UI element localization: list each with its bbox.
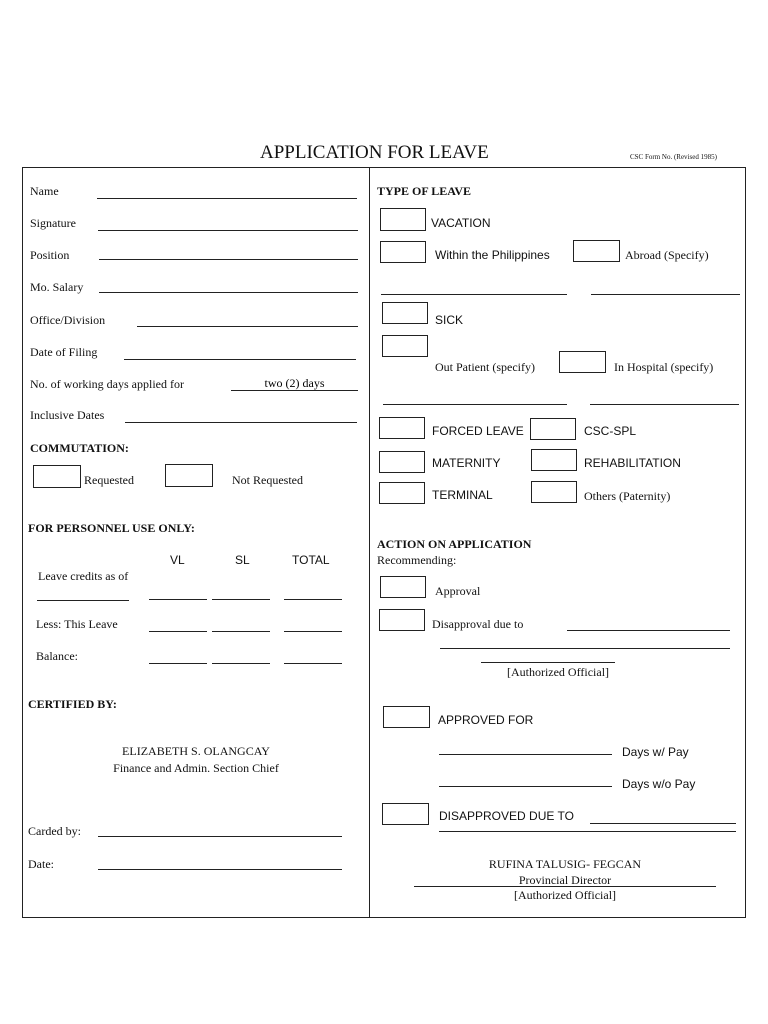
personnel-heading: FOR PERSONNEL USE ONLY: (28, 521, 195, 535)
commutation-heading: COMMUTATION: (30, 441, 129, 455)
recommending-signature-line (481, 662, 615, 663)
date-field[interactable] (98, 855, 342, 870)
balance-total-field[interactable] (284, 649, 342, 664)
credits-sl-field[interactable] (212, 585, 270, 600)
rehabilitation-checkbox[interactable] (531, 449, 577, 471)
column-divider (369, 167, 370, 918)
others-checkbox[interactable] (531, 481, 577, 503)
position-label: Position (30, 248, 70, 262)
disapproval-checkbox[interactable] (379, 609, 425, 631)
balance-vl-field[interactable] (149, 649, 207, 664)
approved-for-label: APPROVED FOR (438, 713, 534, 727)
certified-heading: CERTIFIED BY: (28, 697, 117, 711)
terminal-label: TERMINAL (432, 488, 493, 502)
not-requested-checkbox[interactable] (165, 464, 213, 487)
others-label: Others (Paternity) (584, 489, 671, 503)
working-days-label: No. of working days applied for (30, 377, 184, 391)
less-row-label: Less: This Leave (36, 617, 118, 631)
days-with-pay-field[interactable] (439, 740, 612, 755)
maternity-checkbox[interactable] (379, 451, 425, 473)
office-division-label: Office/Division (30, 313, 106, 327)
in-hospital-checkbox[interactable] (559, 351, 606, 373)
disapproved-label: DISAPPROVED DUE TO (439, 809, 574, 823)
csc-spl-label: CSC-SPL (584, 424, 637, 438)
form-number: CSC Form No. (Revised 1985) (630, 153, 717, 161)
maternity-label: MATERNITY (432, 456, 501, 470)
signatory-name: RUFINA TALUSIG- FEGCAN (488, 857, 642, 871)
approval-checkbox[interactable] (380, 576, 426, 598)
days-without-pay-label: Days w/o Pay (622, 777, 696, 791)
recommending-label: Recommending: (377, 553, 457, 567)
credits-total-field[interactable] (284, 585, 342, 600)
terminal-checkbox[interactable] (379, 482, 425, 504)
carded-by-label: Carded by: (28, 824, 81, 838)
name-field[interactable] (97, 184, 357, 199)
requested-label: Requested (84, 473, 134, 487)
name-label: Name (30, 184, 59, 198)
signatory-title: Provincial Director (518, 873, 612, 887)
days-without-pay-field[interactable] (439, 772, 612, 787)
not-requested-label: Not Requested (232, 473, 303, 487)
signature-field[interactable] (98, 216, 358, 231)
vacation-checkbox[interactable] (380, 208, 426, 231)
sick-checkbox[interactable] (382, 302, 428, 324)
csc-spl-checkbox[interactable] (530, 418, 576, 440)
balance-row-label: Balance: (36, 649, 78, 663)
out-patient-checkbox[interactable] (382, 335, 428, 357)
out-patient-label: Out Patient (specify) (435, 360, 535, 374)
disapproval-reason-field-2[interactable] (440, 634, 730, 649)
credits-date-field[interactable] (37, 586, 129, 601)
approved-for-checkbox[interactable] (383, 706, 430, 728)
less-vl-field[interactable] (149, 617, 207, 632)
abroad-specify-field[interactable] (591, 280, 740, 295)
vacation-label: VACATION (431, 216, 491, 230)
office-division-field[interactable] (137, 312, 358, 327)
balance-sl-field[interactable] (212, 649, 270, 664)
days-with-pay-label: Days w/ Pay (622, 745, 689, 759)
signature-label: Signature (30, 216, 76, 230)
abroad-label: Abroad (Specify) (625, 248, 709, 262)
date-of-filing-field[interactable] (124, 345, 356, 360)
position-field[interactable] (99, 245, 358, 260)
approval-label: Approval (435, 584, 481, 598)
col-vl-header: VL (170, 553, 185, 567)
mo-salary-label: Mo. Salary (30, 280, 84, 294)
inclusive-dates-label: Inclusive Dates (30, 408, 105, 422)
date-label: Date: (28, 857, 54, 871)
disapproval-label: Disapproval due to (432, 617, 524, 631)
date-of-filing-label: Date of Filing (30, 345, 98, 359)
forced-leave-label: FORCED LEAVE (432, 424, 524, 438)
less-total-field[interactable] (284, 617, 342, 632)
inclusive-dates-field[interactable] (125, 408, 357, 423)
certifier-name: ELIZABETH S. OLANGCAY (122, 744, 270, 758)
credits-row-label: Leave credits as of (38, 569, 129, 583)
abroad-checkbox[interactable] (573, 240, 620, 262)
mo-salary-field[interactable] (99, 278, 358, 293)
out-patient-specify-field[interactable] (383, 390, 567, 405)
forced-leave-checkbox[interactable] (379, 417, 425, 439)
working-days-field[interactable] (231, 376, 358, 391)
rehabilitation-label: REHABILITATION (584, 456, 681, 470)
disapproval-reason-field[interactable] (567, 616, 730, 631)
signatory-role: [Authorized Official] (513, 888, 617, 902)
type-of-leave-heading: TYPE OF LEAVE (377, 184, 472, 198)
requested-checkbox[interactable] (33, 465, 81, 488)
form-title: APPLICATION FOR LEAVE (260, 142, 489, 163)
within-ph-label: Within the Philippines (435, 248, 550, 262)
col-sl-header: SL (235, 553, 250, 567)
sick-label: SICK (435, 313, 464, 327)
within-ph-specify-field[interactable] (381, 280, 567, 295)
disapproved-reason-field-2[interactable] (439, 817, 736, 832)
action-heading: ACTION ON APPLICATION (377, 537, 532, 551)
certifier-title: Finance and Admin. Section Chief (113, 761, 279, 775)
carded-by-field[interactable] (98, 822, 342, 837)
in-hospital-specify-field[interactable] (590, 390, 739, 405)
col-total-header: TOTAL (292, 553, 330, 567)
disapproved-checkbox[interactable] (382, 803, 429, 825)
recommending-official-label: [Authorized Official] (506, 665, 610, 679)
within-ph-checkbox[interactable] (380, 241, 426, 263)
in-hospital-label: In Hospital (specify) (614, 360, 714, 374)
less-sl-field[interactable] (212, 617, 270, 632)
credits-vl-field[interactable] (149, 585, 207, 600)
